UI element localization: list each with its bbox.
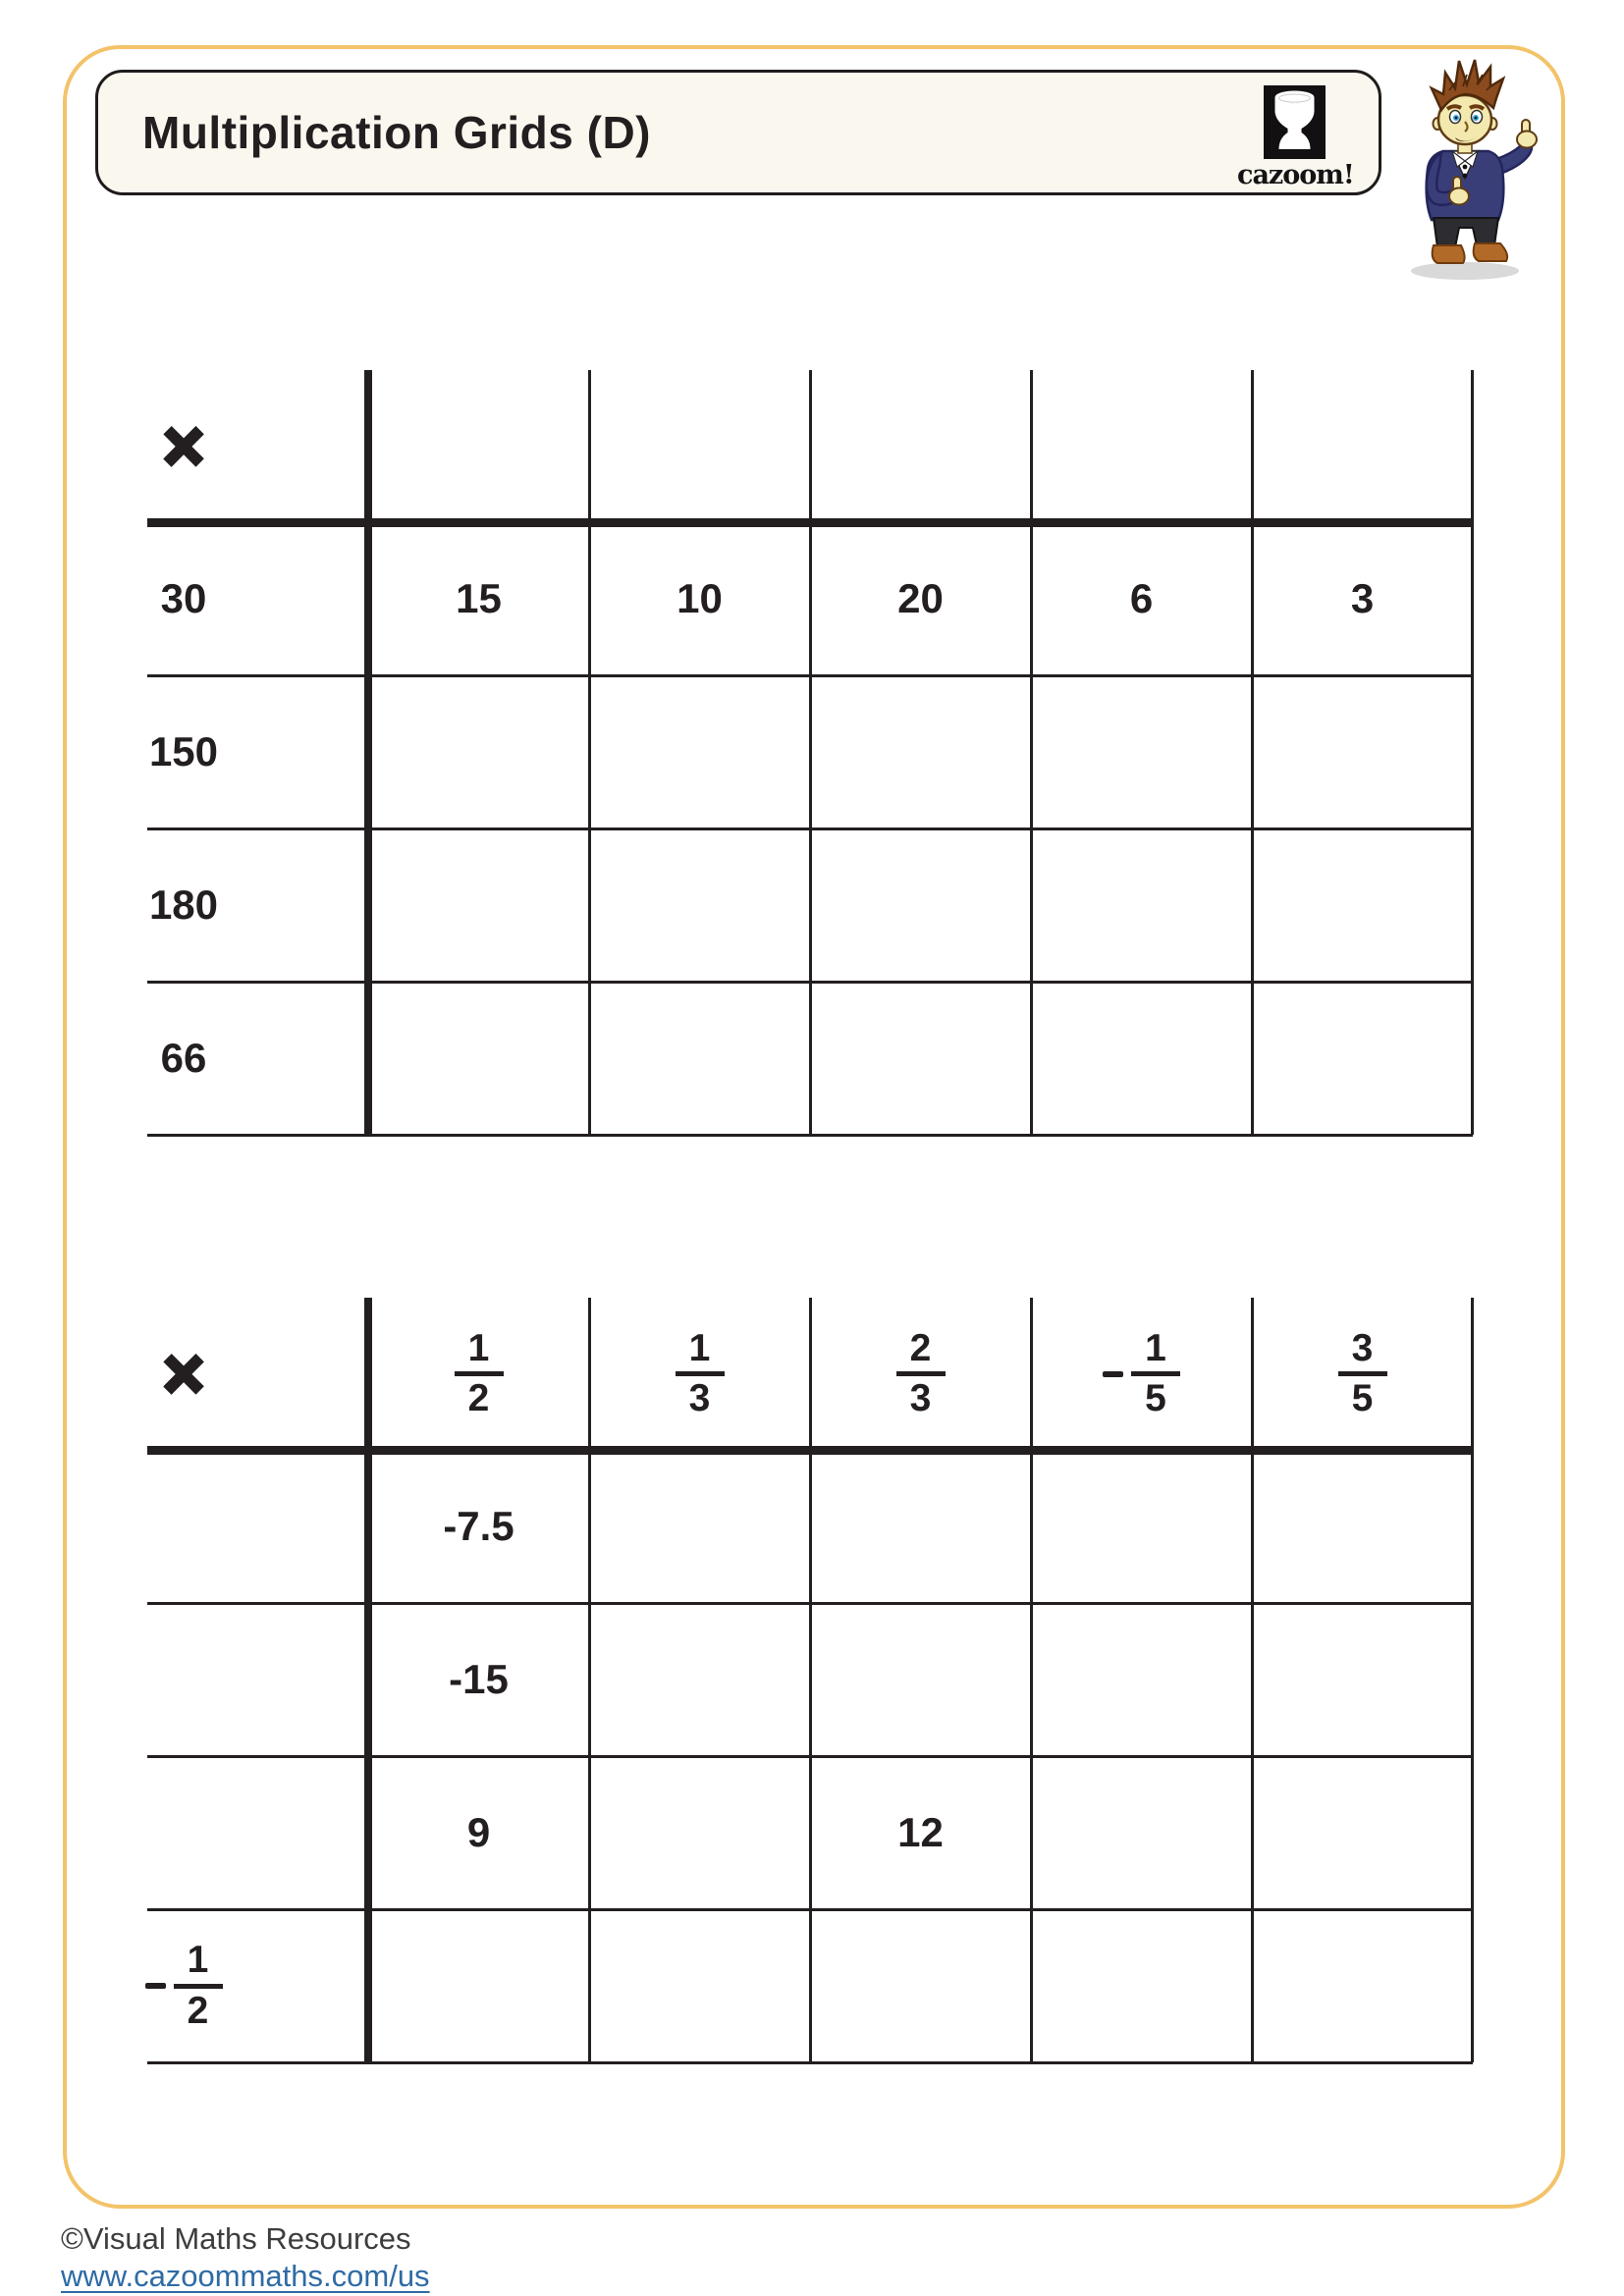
- column-header-cell: [1031, 370, 1252, 522]
- multiplication-grid-1: [147, 370, 1473, 1137]
- cell-value: -7.5: [443, 1503, 514, 1549]
- answer-cell: [368, 828, 589, 982]
- answer-cell: [1252, 982, 1473, 1135]
- row-header-cell: [147, 1450, 368, 1603]
- answer-cell: [810, 522, 1031, 675]
- answer-cell: [1252, 1909, 1473, 2062]
- answer-cell: [1252, 1756, 1473, 1909]
- row-header-cell: [147, 675, 368, 828]
- column-header-cell: [1031, 1298, 1252, 1450]
- multiplication-grid-2: [147, 1298, 1473, 2064]
- minus-sign: [145, 1983, 166, 1989]
- grid-operator-cell: [147, 1298, 368, 1450]
- answer-cell: [810, 1756, 1031, 1909]
- column-header-cell: [368, 1298, 589, 1450]
- answer-cell: [810, 982, 1031, 1135]
- answer-cell: [368, 1756, 589, 1909]
- answer-cell: [1252, 522, 1473, 675]
- cell-value: 66: [160, 1035, 207, 1081]
- cell-value: 3: [1350, 575, 1375, 621]
- answer-cell: [1252, 1603, 1473, 1756]
- copyright-text: ©Visual Maths Resources: [61, 2221, 411, 2256]
- cell-value: 6: [1129, 575, 1154, 621]
- djembe-drum-icon: [1264, 85, 1326, 159]
- fraction-value: 1 5: [1103, 1328, 1180, 1419]
- answer-cell: [1031, 982, 1252, 1135]
- fraction-value: 1 2: [145, 1940, 223, 2031]
- footer: [61, 2220, 430, 2295]
- answer-cell: [589, 982, 810, 1135]
- cell-value: 150: [148, 728, 219, 774]
- cell-value: 180: [148, 881, 219, 928]
- cell-value: 20: [897, 575, 944, 621]
- answer-cell: [1031, 1450, 1252, 1603]
- cell-value: 9: [466, 1809, 491, 1855]
- cell-value: 30: [160, 575, 207, 621]
- column-header-cell: [810, 1298, 1031, 1450]
- answer-cell: [1252, 1450, 1473, 1603]
- row-header-cell: [147, 522, 368, 675]
- fraction-value: 3 5: [1338, 1328, 1387, 1419]
- title-bar: [95, 70, 1381, 195]
- column-header-cell: [368, 370, 589, 522]
- answer-cell: [368, 675, 589, 828]
- answer-cell: [1252, 675, 1473, 828]
- multiply-icon: ×: [162, 406, 205, 486]
- answer-cell: [589, 1603, 810, 1756]
- answer-cell: [589, 675, 810, 828]
- fraction-value: 1 3: [676, 1328, 725, 1419]
- row-header-cell: [147, 828, 368, 982]
- answer-cell: [368, 1450, 589, 1603]
- answer-cell: [810, 675, 1031, 828]
- answer-cell: [368, 1603, 589, 1756]
- row-header-cell: [147, 1756, 368, 1909]
- row-header-cell: [147, 1909, 368, 2062]
- grid-operator-cell: [147, 370, 368, 522]
- answer-cell: [810, 828, 1031, 982]
- minus-sign: [1103, 1371, 1123, 1377]
- cazoom-logo: [1237, 85, 1354, 190]
- answer-cell: [589, 1450, 810, 1603]
- answer-cell: [1031, 522, 1252, 675]
- answer-cell: [368, 1909, 589, 2062]
- answer-cell: [1031, 828, 1252, 982]
- footer-link[interactable]: www.cazoommaths.com/us: [61, 2259, 430, 2294]
- answer-cell: [1031, 675, 1252, 828]
- answer-cell: [1252, 828, 1473, 982]
- row-header-cell: [147, 1603, 368, 1756]
- column-header-cell: [1252, 370, 1473, 522]
- answer-cell: [589, 1756, 810, 1909]
- cazoom-logo-text: cazoom!: [1237, 160, 1354, 190]
- fraction-value: 1 2: [455, 1328, 504, 1419]
- page-title: Multiplication Grids (D): [142, 107, 651, 158]
- column-header-cell: [810, 370, 1031, 522]
- cell-value: 10: [677, 575, 723, 621]
- answer-cell: [810, 1603, 1031, 1756]
- answer-cell: [1031, 1603, 1252, 1756]
- column-header-cell: [1252, 1298, 1473, 1450]
- multiply-icon: ×: [162, 1334, 205, 1414]
- row-header-cell: [147, 982, 368, 1135]
- column-header-cell: [589, 370, 810, 522]
- cell-value: 15: [456, 575, 502, 621]
- answer-cell: [1031, 1909, 1252, 2062]
- answer-cell: [589, 522, 810, 675]
- mascot-boy-illustration: [1398, 51, 1545, 287]
- answer-cell: [368, 982, 589, 1135]
- fraction-value: 2 3: [896, 1328, 946, 1419]
- answer-cell: [589, 1909, 810, 2062]
- answer-cell: [810, 1450, 1031, 1603]
- answer-cell: [589, 828, 810, 982]
- answer-cell: [810, 1909, 1031, 2062]
- cell-value: 12: [897, 1809, 944, 1855]
- column-header-cell: [589, 1298, 810, 1450]
- cell-value: -15: [449, 1656, 509, 1702]
- answer-cell: [368, 522, 589, 675]
- answer-cell: [1031, 1756, 1252, 1909]
